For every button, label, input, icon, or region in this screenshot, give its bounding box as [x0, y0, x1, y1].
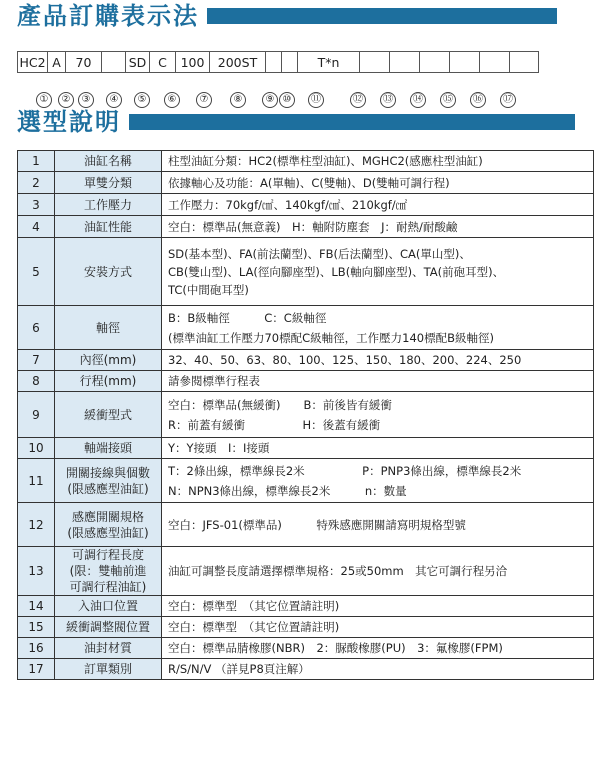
row-number: 6	[18, 306, 55, 350]
order-code-cell: A	[47, 51, 65, 73]
order-code-marker: ③	[78, 92, 94, 108]
description-line: R/S/N/V （詳見P8頁注解）	[168, 662, 310, 676]
order-code-cell	[281, 51, 297, 73]
order-code-marker: ②	[58, 92, 74, 108]
item-name-line: (限感應型油缸)	[67, 525, 149, 540]
row-item-name	[55, 438, 162, 459]
item-name-line: 訂單類別	[83, 662, 132, 676]
table-row	[18, 216, 594, 238]
order-code-cell	[389, 51, 419, 73]
order-code-cell: SD	[125, 51, 149, 73]
row-item-name	[55, 547, 162, 596]
row-number: 14	[18, 596, 55, 617]
row-description	[162, 151, 594, 172]
description-line: 空白：標準品腈橡膠(NBR) 2：脲酸橡膠(PU) 3：氟橡膠(FPM)	[168, 641, 503, 655]
item-name-line: 內徑(mm)	[79, 353, 137, 367]
description-line: TC(中間砲耳型)	[168, 282, 249, 297]
item-name-line: 感應開關規格	[71, 509, 144, 524]
row-number: 15	[18, 617, 55, 638]
item-name-line: 油封材質	[83, 641, 132, 655]
table-row	[18, 596, 594, 617]
order-code-marker: ⑩	[279, 92, 295, 108]
item-name-line: (限感應型油缸)	[67, 481, 149, 496]
order-code-cell: 200ST	[209, 51, 265, 73]
description-line: 請參閱標準行程表	[168, 374, 260, 388]
row-item-name	[55, 151, 162, 172]
order-code-cell	[509, 51, 539, 73]
row-description	[162, 216, 594, 238]
order-code-cell	[479, 51, 509, 73]
table-row	[18, 392, 594, 438]
row-number: 10	[18, 438, 55, 459]
row-number: 11	[18, 459, 55, 503]
description-line: 空白：標準型 （其它位置請註明)	[168, 599, 340, 613]
row-description	[162, 306, 594, 350]
row-item-name	[55, 172, 162, 194]
order-code-marker: ④	[106, 92, 122, 108]
table-row	[18, 617, 594, 638]
description-line: 油缸可調整長度請選擇標準規格：25或50mm 其它可調行程另洽	[168, 564, 508, 578]
order-code-marker: ⑰	[500, 92, 516, 108]
table-row	[18, 459, 594, 503]
item-name-line: 軸端接頭	[83, 441, 132, 455]
description-line: 空白：JFS-01(標準品) 特殊感應開關請寫明規格型號	[168, 517, 466, 532]
row-item-name	[55, 194, 162, 216]
row-number: 1	[18, 151, 55, 172]
table-row	[18, 659, 594, 680]
description-line: 32、40、50、63、80、100、125、150、180、200、224、250	[168, 353, 522, 367]
row-item-name	[55, 350, 162, 371]
row-number: 4	[18, 216, 55, 238]
order-code-marker: ⑧	[230, 92, 246, 108]
description-line: Y：Y接頭 I：I接頭	[168, 441, 270, 455]
order-code-row	[17, 51, 539, 73]
item-name-line: 軸徑	[95, 320, 120, 335]
item-name-line: 安裝方式	[83, 264, 132, 279]
item-name-line: 單雙分類	[83, 175, 132, 190]
order-code-marker: ⑫	[350, 92, 366, 108]
description-line: (標準油缸工作壓力70標配C級軸徑，工作壓力140標配B級軸徑)	[168, 330, 494, 345]
row-description	[162, 617, 594, 638]
order-code-cell: 70	[65, 51, 101, 73]
order-code-cell	[419, 51, 449, 73]
table-row	[18, 238, 594, 306]
row-number: 2	[18, 172, 55, 194]
table-row	[18, 503, 594, 547]
table-row	[18, 438, 594, 459]
row-description	[162, 350, 594, 371]
heading-accent-bar	[207, 8, 557, 24]
order-code-cell	[101, 51, 125, 73]
item-name-line: 緩衝調整閥位置	[65, 620, 150, 634]
row-number: 8	[18, 371, 55, 392]
description-line: CB(雙山型)、LA(徑向腳座型)、LB(軸向腳座型)、TA(前砲耳型)、	[168, 264, 505, 279]
item-name-line: 開關接線與個數	[65, 465, 150, 480]
row-description	[162, 659, 594, 680]
order-method-title: 產品訂購表示法	[17, 2, 199, 30]
row-description	[162, 459, 594, 503]
item-name-line: 工作壓力	[83, 197, 132, 212]
description-line: 依據軸心及功能：A(單軸)、C(雙軸)、D(雙軸可調行程)	[168, 175, 450, 190]
description-line: 工作壓力：70kgf/㎠、140kgf/㎠、210kgf/㎠	[168, 197, 408, 212]
row-description	[162, 172, 594, 194]
row-description	[162, 371, 594, 392]
order-code-marker: ⑨	[262, 92, 278, 108]
order-code-marker: ⑭	[410, 92, 426, 108]
table-row	[18, 306, 594, 350]
row-item-name	[55, 306, 162, 350]
row-number: 3	[18, 194, 55, 216]
row-item-name	[55, 216, 162, 238]
order-code-marker: ⑮	[440, 92, 456, 108]
item-name-line: 可調行程長度	[71, 548, 144, 562]
order-code-cell: HC2	[17, 51, 47, 73]
description-line: SD(基本型)、FA(前法蘭型)、FB(后法蘭型)、CA(單山型)、	[168, 246, 471, 261]
item-name-line: 緩衝型式	[83, 407, 132, 422]
selection-table	[17, 150, 594, 680]
row-description	[162, 438, 594, 459]
row-number: 17	[18, 659, 55, 680]
row-description	[162, 392, 594, 438]
item-name-line: 可調行程油缸)	[69, 580, 147, 594]
order-code-cell	[359, 51, 389, 73]
item-name-line: 油缸性能	[83, 219, 132, 234]
row-description	[162, 638, 594, 659]
row-item-name	[55, 596, 162, 617]
order-code-marker: ⑦	[196, 92, 212, 108]
row-description	[162, 194, 594, 216]
order-code-cell: 100	[175, 51, 209, 73]
description-line: B：B級軸徑 C：C級軸徑	[168, 310, 327, 325]
order-code-marker: ⑥	[164, 92, 180, 108]
order-code-marker: ⑬	[380, 92, 396, 108]
heading-accent-bar	[129, 114, 575, 130]
description-line: 空白：標準品(無意義) H：軸附防塵套 J：耐熱/耐酸鹼	[168, 219, 458, 234]
row-description	[162, 596, 594, 617]
row-item-name	[55, 371, 162, 392]
row-number: 5	[18, 238, 55, 306]
row-item-name	[55, 503, 162, 547]
row-number: 7	[18, 350, 55, 371]
row-description	[162, 547, 594, 596]
order-code-cell: C	[149, 51, 175, 73]
table-row	[18, 371, 594, 392]
item-name-line: 入油口位置	[77, 599, 138, 613]
item-name-line: (限：雙軸前進	[69, 564, 147, 578]
order-code-marker: ⑤	[134, 92, 150, 108]
row-number: 9	[18, 392, 55, 438]
order-code-marker: ⑯	[470, 92, 486, 108]
description-line: 柱型油缸分類：HC2(標準柱型油缸)、MGHC2(感應柱型油缸)	[168, 154, 483, 168]
row-number: 16	[18, 638, 55, 659]
row-item-name	[55, 392, 162, 438]
row-item-name	[55, 659, 162, 680]
order-code-cell: T*n	[297, 51, 359, 73]
row-description	[162, 503, 594, 547]
table-row	[18, 547, 594, 596]
item-name-line: 行程(mm)	[79, 374, 137, 388]
table-row	[18, 172, 594, 194]
selection-heading	[17, 110, 575, 134]
description-line: R：前蓋有緩衝 H：後蓋有緩衝	[168, 417, 381, 432]
description-line: N：NPN3條出線，標準線長2米 n：數量	[168, 483, 407, 498]
item-name-line: 油缸名稱	[83, 154, 132, 168]
row-item-name	[55, 459, 162, 503]
description-line: 空白：標準品(無緩衝) B：前後皆有緩衝	[168, 397, 392, 412]
row-item-name	[55, 617, 162, 638]
row-description	[162, 238, 594, 306]
row-item-name	[55, 638, 162, 659]
table-row	[18, 350, 594, 371]
table-row	[18, 194, 594, 216]
row-number: 12	[18, 503, 55, 547]
row-number: 13	[18, 547, 55, 596]
order-code-marker: ①	[36, 92, 52, 108]
table-row	[18, 638, 594, 659]
selection-title: 選型說明	[17, 108, 121, 136]
table-row	[18, 151, 594, 172]
description-line: 空白：標準型 （其它位置請註明)	[168, 620, 340, 634]
order-code-marker: ⑪	[308, 92, 324, 108]
description-line: T：2條出線，標準線長2米 P：PNP3條出線，標準線長2米	[168, 463, 522, 478]
order-method-heading	[17, 4, 557, 28]
row-item-name	[55, 238, 162, 306]
order-code-cell	[265, 51, 281, 73]
order-code-cell	[449, 51, 479, 73]
